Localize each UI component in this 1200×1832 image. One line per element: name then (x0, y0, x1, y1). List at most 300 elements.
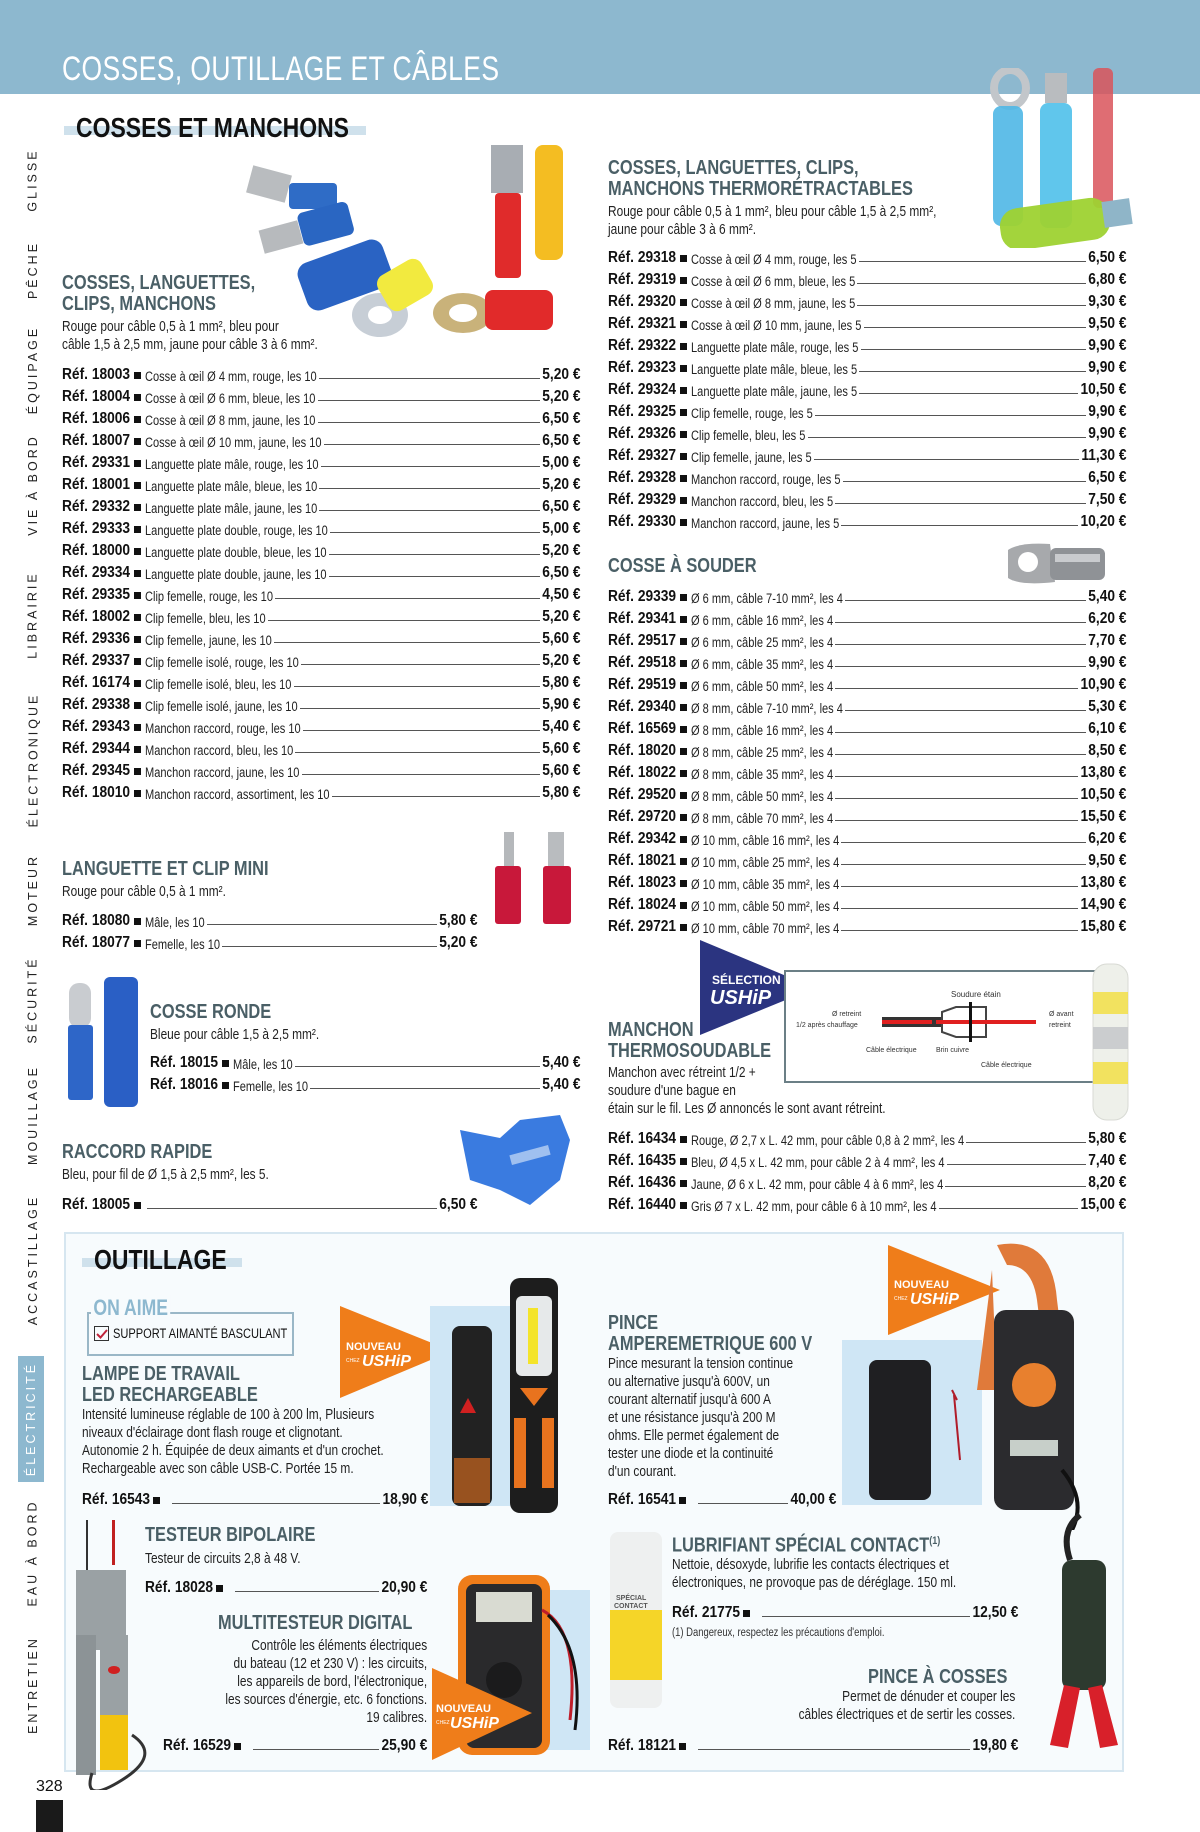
product-ref: Réf. 29321 (608, 315, 677, 332)
product-title-cosse-ronde: COSSE RONDE (150, 1001, 272, 1023)
product-ref: Réf. 29332 (62, 498, 131, 515)
product-label: Clip femelle isolé, jaune, les 10 (145, 699, 298, 714)
product-label: Clip femelle, jaune, les 5 (691, 450, 812, 465)
product-ref: Réf. 18080 (62, 912, 131, 929)
product-ref: Réf. 29345 (62, 762, 131, 779)
product-price: 5,40 € (541, 1054, 580, 1071)
product-price: 7,50 € (1087, 491, 1126, 508)
svg-text:CHEZ: CHEZ (346, 1358, 360, 1364)
product-label: Languette plate mâle, rouge, les 10 (145, 457, 319, 472)
product-price: 5,80 € (541, 674, 580, 691)
price-row[interactable] (608, 1148, 1126, 1170)
bullet-square-icon (680, 660, 687, 667)
price-row[interactable] (608, 355, 1126, 377)
bullet-square-icon (134, 746, 141, 753)
price-row[interactable] (608, 1126, 1126, 1148)
price-row[interactable]: Réf. 16543 18,90 € (82, 1491, 428, 1508)
bullet-square-icon (134, 940, 141, 947)
product-label: Cosse à œil Ø 4 mm, rouge, les 10 (145, 369, 317, 384)
product-label: Cosse à œil Ø 8 mm, jaune, les 5 (691, 296, 856, 311)
price-row[interactable]: Réf. 16529 25,90 € (163, 1737, 427, 1754)
product-price: 9,90 € (1087, 359, 1126, 376)
leader-line (859, 371, 1085, 372)
product-price: 5,80 € (1087, 1130, 1126, 1147)
product-label: Ø 10 mm, câble 16 mm², les 4 (691, 833, 840, 848)
leader-line (835, 776, 1078, 777)
leader-line (302, 774, 540, 775)
leader-line (330, 532, 540, 533)
product-label: Ø 6 mm, câble 25 mm², les 4 (691, 635, 834, 650)
bullet-square-icon (680, 409, 687, 416)
sidebar-item-equipage[interactable]: ÉQUIPAGE (26, 325, 40, 415)
sidebar-item-entretien[interactable]: ENTRETIEN (26, 1636, 40, 1734)
product-price: 5,60 € (541, 762, 580, 779)
product-price: 5,90 € (541, 696, 580, 713)
price-row[interactable] (608, 377, 1126, 399)
product-ref: Réf. 18016 (150, 1076, 219, 1093)
product-label: Gris Ø 7 x L. 42 mm, pour câble 6 à 10 mm², les 4 (691, 1199, 937, 1214)
sidebar-item-glisse[interactable]: GLISSE (26, 148, 41, 212)
product-ref: Réf. 29337 (62, 652, 131, 669)
svg-text:NOUVEAU: NOUVEAU (346, 1341, 402, 1353)
product-label: Clip femelle isolé, bleu, les 10 (145, 677, 292, 692)
bullet-square-icon (680, 277, 687, 284)
product-ref: Réf. 16569 (608, 720, 677, 737)
product-label: Ø 6 mm, câble 16 mm², les 4 (691, 613, 834, 628)
leader-line (222, 946, 437, 947)
product-ref: Réf. 29336 (62, 630, 131, 647)
price-row[interactable] (62, 1192, 477, 1214)
leader-line (321, 466, 540, 467)
product-label: Manchon raccord, assortiment, les 10 (145, 787, 330, 802)
bullet-square-icon (680, 902, 687, 909)
product-title-cosse-a-souder: COSSE À SOUDER (608, 555, 757, 577)
bullet-square-icon (680, 792, 687, 799)
price-row[interactable] (608, 738, 1126, 760)
price-row[interactable] (62, 908, 477, 930)
leader-line (275, 598, 540, 599)
price-row[interactable] (608, 892, 1126, 914)
leader-line (835, 622, 1085, 623)
leader-line (841, 525, 1078, 526)
leader-line (301, 664, 540, 665)
heat-shrink-product-image (985, 68, 1135, 248)
sidebar-item-peche[interactable]: PÊCHE (26, 240, 41, 300)
round-connector-product-image (64, 975, 144, 1110)
page-tab-marker (36, 1800, 63, 1832)
product-label: Rouge, Ø 2,7 x L. 42 mm, pour câble 0,8 à 2 mm², les 4 (691, 1133, 965, 1148)
product-label: Cosse à œil Ø 8 mm, jaune, les 10 (145, 413, 316, 428)
product-ref: Réf. 29342 (608, 830, 677, 847)
leader-line (835, 820, 1078, 821)
leader-line (841, 842, 1085, 843)
sidebar-item-moteur[interactable]: MOTEUR (26, 853, 41, 927)
product-price: 5,20 € (541, 388, 580, 405)
bullet-square-icon (680, 475, 687, 482)
product-label: Ø 10 mm, câble 50 mm², les 4 (691, 899, 840, 914)
product-label: Manchon raccord, bleu, les 5 (691, 494, 834, 509)
work-lamp-product-image (430, 1268, 570, 1518)
bullet-square-icon (134, 636, 141, 643)
bullet-square-icon (680, 682, 687, 689)
price-row[interactable] (62, 692, 580, 714)
product-ref: Réf. 18015 (150, 1054, 219, 1071)
price-row[interactable] (608, 289, 1126, 311)
product-ref: Réf. 29341 (608, 610, 677, 627)
product-label: Ø 6 mm, câble 7-10 mm², les 4 (691, 591, 844, 606)
product-price: 9,50 € (1087, 315, 1126, 332)
price-row[interactable] (608, 870, 1126, 892)
price-row[interactable]: Réf. 18028 20,90 € (145, 1579, 427, 1596)
price-row[interactable] (608, 1170, 1126, 1192)
leader-line (329, 576, 540, 577)
sidebar-item-mouillage[interactable]: MOUILLAGE (26, 1065, 40, 1165)
bullet-square-icon (680, 519, 687, 526)
sidebar-item-librairie[interactable]: LIBRAIRIE (26, 571, 40, 659)
price-row[interactable] (62, 406, 580, 428)
price-row[interactable] (608, 760, 1126, 782)
price-row[interactable] (62, 604, 580, 626)
product-title-pince-amperemetrique: PINCE AMPEREMETRIQUE 600 V (608, 1312, 813, 1355)
product-label: Languette plate double, rouge, les 10 (145, 523, 328, 538)
svg-text:USHiP: USHiP (710, 987, 772, 1009)
bullet-square-icon (680, 321, 687, 328)
bullet-square-icon (134, 372, 141, 379)
price-row[interactable] (608, 804, 1126, 826)
product-ref: Réf. 29330 (608, 513, 677, 530)
bullet-square-icon (680, 365, 687, 372)
bullet-square-icon (680, 814, 687, 821)
svg-text:Ø avant: Ø avant (1049, 1011, 1074, 1018)
product-price: 5,20 € (541, 366, 580, 383)
price-row[interactable] (608, 333, 1126, 355)
bullet-square-icon (134, 658, 141, 665)
product-price: 5,60 € (541, 740, 580, 757)
leader-line (268, 620, 540, 621)
leader-line (324, 444, 540, 445)
product-ref: Réf. 29320 (608, 293, 677, 310)
bullet-square-icon (680, 924, 687, 931)
product-ref: Réf. 18077 (62, 934, 131, 951)
bullet-square-icon (134, 702, 141, 709)
svg-text:SÉLECTION: SÉLECTION (712, 973, 781, 987)
product-label: Cosse à œil Ø 10 mm, jaune, les 10 (145, 435, 322, 450)
sidebar-item-electricite[interactable]: ÉLECTRICITÉ (18, 1356, 44, 1482)
price-row[interactable] (608, 716, 1126, 738)
sidebar-item-electronique[interactable]: ÉLECTRONIQUE (26, 692, 41, 828)
price-row[interactable] (62, 670, 580, 692)
product-price: 6,50 € (541, 410, 580, 427)
svg-text:NOUVEAU: NOUVEAU (436, 1703, 492, 1715)
product-label: Languette plate double, jaune, les 10 (145, 567, 327, 582)
product-price: 9,30 € (1087, 293, 1126, 310)
svg-text:USHiP: USHiP (362, 1353, 411, 1370)
price-row[interactable] (62, 538, 580, 560)
leader-line (319, 510, 539, 511)
product-title-thermoretractables: COSSES, LANGUETTES, CLIPS, MANCHONS THERMORÉTRACTABLES (608, 157, 913, 200)
svg-text:CHEZ: CHEZ (436, 1720, 450, 1726)
product-price: 9,90 € (1087, 403, 1126, 420)
bullet-square-icon (680, 594, 687, 601)
product-desc-lubrifiant: Nettoie, désoxyde, lubrifie les contacts électriques et électroniques, ne provoque pas de déréglage. 150 ml. (672, 1557, 957, 1591)
bullet-square-icon (680, 387, 687, 394)
product-label: Femelle, les 10 (233, 1079, 309, 1094)
leader-line (864, 327, 1086, 328)
product-ref: Réf. 18024 (608, 896, 677, 913)
product-label: Clip femelle, rouge, les 10 (145, 589, 274, 604)
bullet-square-icon (680, 1180, 687, 1187)
product-price: 5,20 € (541, 542, 580, 559)
svg-text:USHiP: USHiP (450, 1715, 499, 1732)
bullet-square-icon (680, 880, 687, 887)
product-desc-testeur-bipolaire: Testeur de circuits 2,8 à 48 V. (145, 1551, 301, 1567)
svg-text:CONTACT: CONTACT (614, 1603, 648, 1610)
product-desc-raccord-rapide: Bleu, pour fil de Ø 1,5 à 2,5 mm², les 5. (62, 1167, 269, 1183)
product-title-multitesteur: MULTITESTEUR DIGITAL (218, 1612, 413, 1634)
bullet-square-icon (680, 255, 687, 262)
price-row[interactable] (62, 648, 580, 670)
product-price: 9,50 € (1087, 852, 1126, 869)
product-label: Manchon raccord, jaune, les 5 (691, 516, 840, 531)
product-price: 10,20 € (1080, 513, 1126, 530)
product-ref: Réf. 29333 (62, 520, 131, 537)
product-label: Ø 10 mm, câble 35 mm², les 4 (691, 877, 840, 892)
price-list-cosse-ronde (150, 1050, 580, 1094)
product-ref: Réf. 29340 (608, 698, 677, 715)
product-label: Ø 8 mm, câble 16 mm², les 4 (691, 723, 834, 738)
product-ref: Réf. 29331 (62, 454, 131, 471)
leader-line (945, 1186, 1085, 1187)
sidebar-item-vie-a-bord[interactable]: VIE À BORD (26, 434, 41, 536)
leader-line (814, 459, 1079, 460)
on-aime-title: ON AIME (91, 1295, 170, 1321)
product-label: Clip femelle isolé, rouge, les 10 (145, 655, 299, 670)
bullet-square-icon (680, 726, 687, 733)
price-row[interactable] (62, 450, 580, 472)
price-row[interactable] (608, 487, 1126, 509)
price-row[interactable] (608, 421, 1126, 443)
price-row[interactable] (608, 311, 1126, 333)
clamp-meter-product-image (842, 1240, 1132, 1530)
bullet-square-icon (680, 858, 687, 865)
leader-line (859, 393, 1078, 394)
price-list-thermoretractables (608, 245, 1126, 531)
product-price: 6,50 € (541, 498, 580, 515)
contact-spray-product-image (606, 1530, 666, 1710)
bullet-square-icon (134, 482, 141, 489)
quick-connector-product-image (440, 1110, 580, 1210)
leader-line (815, 415, 1086, 416)
leader-line (835, 732, 1085, 733)
price-row[interactable] (608, 672, 1126, 694)
svg-text:Ø retreint: Ø retreint (832, 1011, 862, 1018)
leader-line (845, 710, 1086, 711)
product-ref: Réf. 29323 (608, 359, 677, 376)
leader-line (939, 1208, 1078, 1209)
price-row[interactable] (608, 826, 1126, 848)
product-price: 5,40 € (541, 1076, 580, 1093)
product-price: 8,50 € (1087, 742, 1126, 759)
leader-line (300, 708, 540, 709)
product-label: Ø 10 mm, câble 70 mm², les 4 (691, 921, 840, 936)
leader-line (966, 1142, 1085, 1143)
leader-line (294, 686, 540, 687)
product-price: 6,50 € (1087, 249, 1126, 266)
product-label: Clip femelle, bleu, les 10 (145, 611, 266, 626)
svg-text:Câble électrique: Câble électrique (981, 1062, 1032, 1069)
price-row[interactable] (62, 428, 580, 450)
price-row[interactable] (608, 584, 1126, 606)
price-row[interactable] (150, 1050, 580, 1072)
price-testeur-bipolaire (145, 1575, 427, 1597)
product-ref: Réf. 18020 (608, 742, 677, 759)
svg-text:USHiP: USHiP (910, 1291, 959, 1308)
product-ref: Réf. 29344 (62, 740, 131, 757)
product-price: 4,50 € (541, 586, 580, 603)
price-row[interactable] (608, 628, 1126, 650)
price-row[interactable] (62, 930, 477, 952)
product-ref: Réf. 18005 (62, 1196, 131, 1213)
product-price: 6,50 € (438, 1196, 477, 1213)
price-row[interactable] (608, 650, 1126, 672)
product-ref: Réf. 29343 (62, 718, 131, 735)
leader-line (841, 908, 1078, 909)
product-price: 6,80 € (1087, 271, 1126, 288)
bullet-square-icon (134, 548, 141, 555)
sidebar-item-accastillage[interactable]: ACCASTILLAGE (26, 1194, 41, 1326)
product-price: 15,80 € (1080, 918, 1126, 935)
price-row[interactable] (62, 494, 580, 516)
price-row[interactable] (62, 582, 580, 604)
product-ref: Réf. 18006 (62, 410, 131, 427)
price-row[interactable] (608, 606, 1126, 628)
leader-line (859, 261, 1086, 262)
bullet-square-icon (222, 1082, 229, 1089)
leader-line (207, 924, 437, 925)
price-row[interactable] (608, 694, 1126, 716)
price-row[interactable] (608, 914, 1126, 936)
on-aime-feature: SUPPORT AIMANTÉ BASCULANT (94, 1326, 326, 1341)
product-price: 6,20 € (1087, 610, 1126, 627)
bullet-square-icon (134, 570, 141, 577)
product-ref: Réf. 18023 (608, 874, 677, 891)
product-desc-thermoretractables: Rouge pour câble 0,5 à 1 mm², bleu pour câble 1,5 à 2,5 mm², jaune pour câble 3 à 6 mm². (608, 204, 937, 238)
sidebar-item-eau-a-bord[interactable]: EAU À BORD (26, 1498, 41, 1607)
product-price: 10,90 € (1080, 676, 1126, 693)
leader-line (835, 798, 1078, 799)
price-row[interactable] (62, 736, 580, 758)
price-row[interactable] (150, 1072, 580, 1094)
product-ref: Réf. 16434 (608, 1130, 677, 1147)
product-ref: Réf. 29339 (608, 588, 677, 605)
price-row[interactable] (608, 465, 1126, 487)
price-row[interactable] (62, 362, 580, 384)
sidebar-item-securite[interactable]: SÉCURITÉ (26, 956, 41, 1044)
product-price: 9,90 € (1087, 337, 1126, 354)
product-price: 5,80 € (438, 912, 477, 929)
price-row[interactable] (62, 516, 580, 538)
leader-line (835, 503, 1085, 504)
price-row[interactable] (608, 267, 1126, 289)
product-label: Ø 8 mm, câble 35 mm², les 4 (691, 767, 834, 782)
price-row[interactable] (62, 472, 580, 494)
price-pince-a-cosses (608, 1733, 1018, 1755)
product-label: Manchon raccord, rouge, les 10 (145, 721, 301, 736)
price-row[interactable] (62, 714, 580, 736)
product-ref: Réf. 29335 (62, 586, 131, 603)
product-label: Manchon raccord, rouge, les 5 (691, 472, 841, 487)
product-ref: Réf. 18004 (62, 388, 131, 405)
price-row[interactable]: Réf. 18121 19,80 € (608, 1737, 1018, 1754)
price-row[interactable] (608, 782, 1126, 804)
leader-line (835, 688, 1078, 689)
price-row[interactable] (608, 509, 1126, 531)
product-price: 8,20 € (1087, 1174, 1126, 1191)
page-number: 328 (36, 1778, 63, 1795)
product-desc-languette-clip-mini: Rouge pour câble 0,5 à 1 mm². (62, 884, 226, 900)
product-ref: Réf. 16174 (62, 674, 131, 691)
product-label: Bleu, Ø 4,5 x L. 42 mm, pour câble 2 à 4 mm², les 4 (691, 1155, 945, 1170)
product-desc-cosse-ronde: Bleue pour câble 1,5 à 2,5 mm². (150, 1027, 320, 1043)
bullet-square-icon (134, 394, 141, 401)
svg-text:SPÉCIAL: SPÉCIAL (616, 1595, 647, 1602)
price-list-raccord-rapide (62, 1192, 477, 1214)
bullet-square-icon (134, 592, 141, 599)
price-row[interactable] (608, 443, 1126, 465)
bullet-square-icon (680, 1136, 687, 1143)
product-ref: Réf. 29334 (62, 564, 131, 581)
product-ref: Réf. 29720 (608, 808, 677, 825)
price-row[interactable] (608, 1192, 1126, 1214)
price-row[interactable] (62, 560, 580, 582)
price-lubrifiant (672, 1600, 1018, 1622)
footnote-lubrifiant: (1) Dangereux, respectez les précautions d'emploi. (672, 1627, 885, 1639)
product-ref: Réf. 18001 (62, 476, 131, 493)
product-ref: Réf. 18007 (62, 432, 131, 449)
price-row[interactable] (62, 780, 580, 802)
product-price: 7,40 € (1087, 1152, 1126, 1169)
bullet-square-icon (134, 526, 141, 533)
product-ref: Réf. 18000 (62, 542, 131, 559)
product-label: Manchon raccord, bleu, les 10 (145, 743, 294, 758)
section-title-outillage: OUTILLAGE (94, 1244, 227, 1275)
price-row[interactable] (62, 384, 580, 406)
price-row[interactable] (608, 848, 1126, 870)
product-ref: Réf. 18021 (608, 852, 677, 869)
price-row[interactable] (608, 399, 1126, 421)
product-ref: Réf. 18022 (608, 764, 677, 781)
product-label: Ø 8 mm, câble 50 mm², les 4 (691, 789, 834, 804)
price-row[interactable] (62, 758, 580, 780)
price-row[interactable]: Réf. 16541 40,00 € (608, 1491, 836, 1508)
product-ref: Réf. 29327 (608, 447, 677, 464)
leader-line (835, 754, 1085, 755)
product-price: 5,20 € (541, 608, 580, 625)
price-row[interactable] (608, 245, 1126, 267)
price-row[interactable] (62, 626, 580, 648)
price-row[interactable]: Réf. 21775 12,50 € (672, 1604, 1018, 1621)
product-price: 5,20 € (438, 934, 477, 951)
product-ref: Réf. 16436 (608, 1174, 677, 1191)
product-title-pince-a-cosses: PINCE À COSSES (868, 1666, 1008, 1688)
section-title-cosses: COSSES ET MANCHONS (76, 112, 350, 143)
crimping-pliers-product-image (1040, 1510, 1130, 1750)
leader-line (845, 600, 1086, 601)
product-title-lubrifiant: LUBRIFIANT SPÉCIAL CONTACT$^{(1)}$ (672, 1534, 941, 1557)
product-desc-cosses-languettes: Rouge pour câble 0,5 à 1 mm², bleu pour câble 1,5 à 2,5 mm, jaune pour câble 3 à 6 mm². (62, 319, 318, 353)
product-label: Femelle, les 10 (145, 937, 221, 952)
product-ref: Réf. 29324 (608, 381, 677, 398)
